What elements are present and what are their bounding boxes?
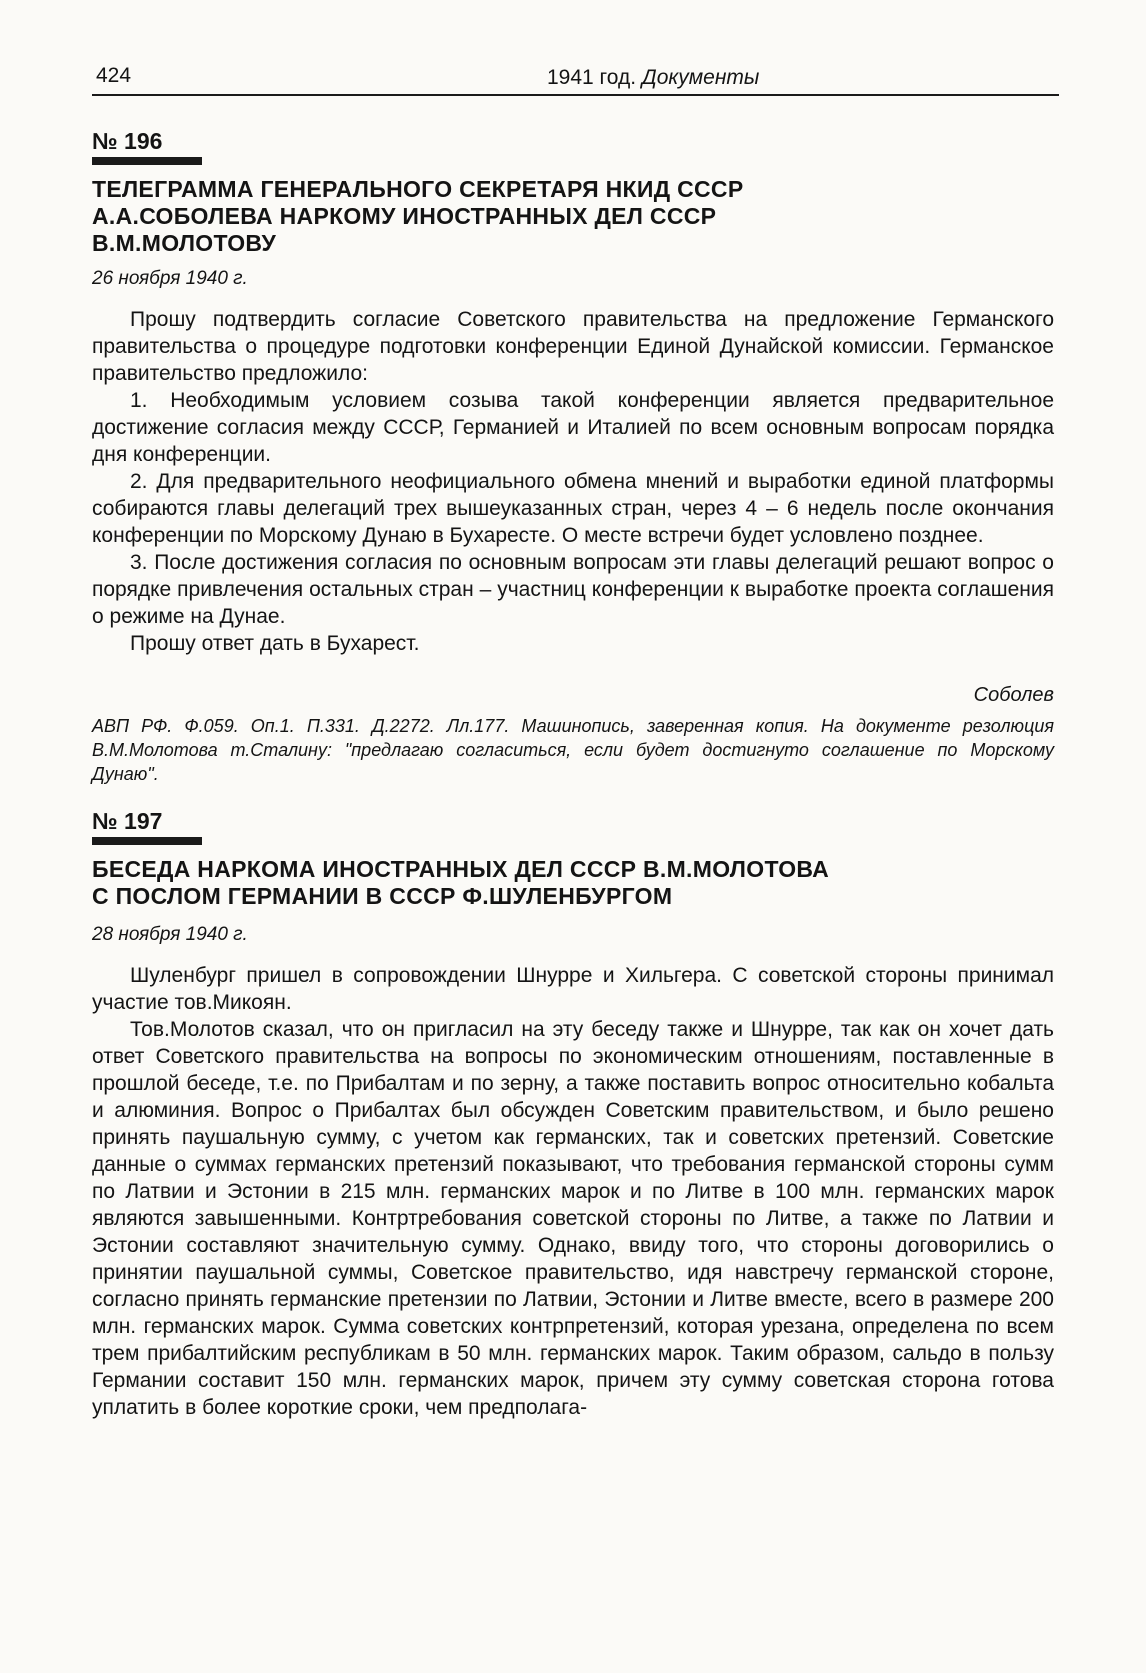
doc-197-paragraph: Тов.Молотов сказал, что он пригласил на эту беседу также и Шнурре, так как он хочет дать ответ Советского правительства на вопросы по экономическим отношениям, поставленные в прошлой беседе, т.е. по Прибалтам и по зерну, а также поставить вопрос относительно кобальта и алюминия. Вопрос о Прибалтах был обсужден Советским правительством, и было решено принять паушальную сумму, с учетом как германских, так и советских претензий. Советские данные о суммах германских претензий показывают, что требования германской стороны сумм по Латвии и Эстонии в 215 млн. германских марок и по Литве в 100 млн. германских марок являются завышенными. Контртребования советской стороны по Литве, а также по Латвии и Эстонии составляют значительную сумму. Однако, ввиду того, что стороны договорились о принятии паушальной суммы, Советское правительство, идя навстречу германской стороне, согласно принять германские претензии по Латвии, Эстонии и Литве вместе, всего в размере 200 млн. германских марок. Сумма советских контрпретензий, которая урезана, определена по всем трем прибалтийским республикам в 50 млн. германских марок. Таким образом, сальдо в пользу Германии составит 150 млн. германских марок, причем эту сумму советская сторона готова уплатить в более короткие сроки, чем предполага- (92, 1018, 1054, 1419)
doc-196-paragraph: 2. Для предварительного неофициального обмена мнений и выработки единой платформы собираются главы делегаций трех вышеуказанных стран, через 4 – 6 недель после окончания конференции по Морскому Дунаю в Бухаресте. О месте встречи будет условлено позднее. (92, 470, 1054, 547)
doc-196-title-line: В.М.МОЛОТОВУ (92, 230, 277, 256)
doc-197-underline-bar (92, 837, 202, 845)
running-head (92, 60, 1059, 96)
doc-197-title-line: БЕСЕДА НАРКОМА ИНОСТРАННЫХ ДЕЛ СССР В.М.МОЛОТОВА (92, 856, 830, 882)
doc-196-paragraph: 1. Необходимым условием созыва такой конференции является предварительное достижение согласия между СССР, Германией и Италией по всем основным вопросам порядка дня конференции. (92, 389, 1054, 466)
doc-196-underline-bar (92, 157, 202, 165)
doc-196-paragraph: Прошу подтвердить согласие Советского правительства на предложение Германского правительства о процедуре подготовки конференции Единой Дунайской комиссии. Германское правительство предложило: (92, 308, 1054, 385)
doc-197-title-line: С ПОСЛОМ ГЕРМАНИИ В СССР Ф.ШУЛЕНБУРГОМ (92, 883, 673, 909)
running-title (547, 66, 759, 90)
doc-197-date: 28 ноября 1940 г. (92, 924, 248, 945)
doc-196-paragraph: 3. После достижения согласия по основным вопросам эти главы делегаций решают вопрос о порядке привлечения остальных стран – участниц конференции к выработке проекта соглашения о режиме на Дунае. (92, 551, 1054, 628)
doc-196-paragraph: Прошу ответ дать в Бухарест. (130, 632, 420, 655)
running-title-section: Документы (641, 66, 760, 89)
doc-196-number: № 196 (92, 128, 163, 154)
doc-197-paragraph: Шуленбург пришел в сопровождении Шнурре и Хильгера. С советской стороны принимал участие тов.Микоян. (92, 964, 1054, 1014)
doc-196-signature: Соболев (973, 684, 1054, 706)
doc-197-body (92, 962, 1054, 1421)
doc-197-number: № 197 (92, 808, 163, 834)
doc-196-title-line: А.А.СОБОЛЕВА НАРКОМУ ИНОСТРАННЫХ ДЕЛ СССР (92, 203, 717, 229)
doc-196-body (92, 306, 1054, 657)
doc-196-title-line: ТЕЛЕГРАММА ГЕНЕРАЛЬНОГО СЕКРЕТАРЯ НКИД СССР (92, 176, 744, 202)
running-title-year: 1941 год. (547, 66, 637, 89)
doc-197-title (92, 856, 992, 910)
doc-196-archive-source: АВП РФ. Ф.059. Оп.1. П.331. Д.2272. Лл.177. Машинопись, заверенная копия. На документе резолюция В.М.Молотова т.Сталину: "предлагаю согласиться, если будет достигнуто соглашение по Морскому Дунаю". (92, 716, 1054, 784)
doc-196-date: 26 ноября 1940 г. (92, 268, 248, 289)
doc-196-title (92, 176, 992, 257)
page-number: 424 (96, 64, 132, 87)
